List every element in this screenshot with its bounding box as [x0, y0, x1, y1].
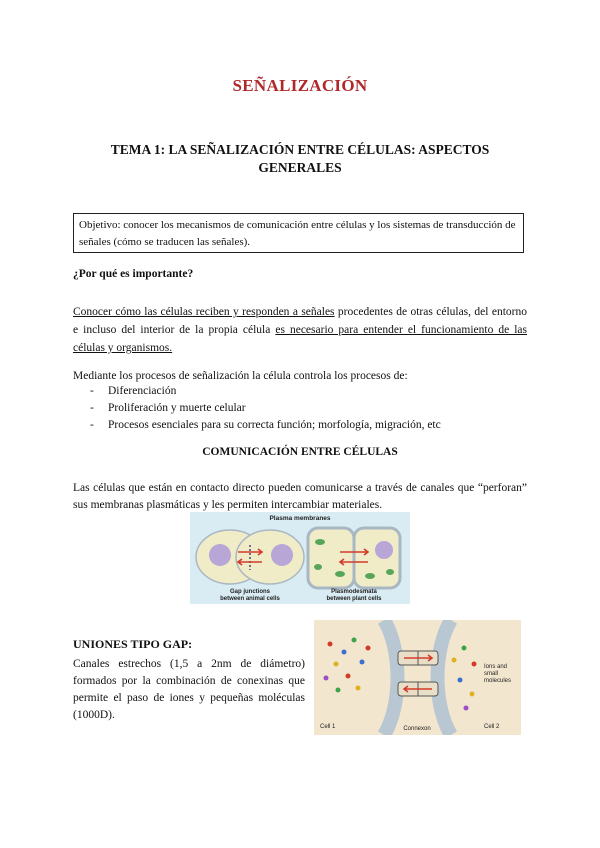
- label-connexon: Connexon: [403, 726, 431, 732]
- plant-cell-left: [308, 528, 354, 588]
- plain-phrase: procedentes de otras células, del entorno e incluso del interior de la propia célula: [73, 306, 528, 336]
- why-important-heading: ¿Por qué es importante?: [73, 268, 194, 280]
- gap-junctions-paragraph: Canales estrechos (1,5 a 2nm de diámetro) formados por la combinación de conexinas que permite el paso de iones y pequeñas moléculas (1000D).: [73, 658, 305, 721]
- chloroplast: [314, 564, 322, 570]
- label-plasma-membranes: Plasma membranes: [269, 515, 331, 522]
- topic-heading: TEMA 1: LA SEÑALIZACIÓN ENTRE CÉLULAS: ASPECTOS GENERALES: [110, 142, 490, 175]
- page-title: SEÑALIZACIÓN: [232, 76, 368, 95]
- list-item: - Procesos esenciales para su correcta función; morfología, migración, etc: [90, 417, 441, 434]
- chloroplast: [365, 573, 375, 579]
- label-plasmodesmata-line2: between plant cells: [326, 596, 382, 602]
- animal-cell-right: [236, 530, 304, 584]
- communication-paragraph: Las células que están en contacto directo pueden comunicarse a través de canales que “perforan” sus membranas plasmáticas y les permiten intercambiar materiales.: [73, 482, 527, 511]
- underlined-phrase-2: es necesario para entender el funcionamiento de las células y organismos.: [73, 324, 527, 354]
- nucleus: [271, 544, 293, 566]
- chloroplast: [315, 539, 325, 545]
- label-cell-2: Cell 2: [484, 724, 500, 730]
- label-gap-junctions: Gap junctions: [229, 589, 271, 595]
- list-item: - Diferenciación: [90, 383, 441, 400]
- chloroplast: [386, 569, 394, 575]
- nucleus: [375, 541, 393, 559]
- processes-list: [90, 383, 441, 434]
- label-gap-junctions-line2: between animal cells: [220, 596, 280, 602]
- gap-junctions-heading: UNIONES TIPO GAP:: [73, 637, 193, 651]
- label-cell-1: Cell 1: [320, 724, 336, 730]
- list-item: - Proliferación y muerte celular: [90, 400, 441, 417]
- label-ions-line2: small: [484, 671, 499, 677]
- section-heading-communication: COMUNICACIÓN ENTRE CÉLULAS: [202, 446, 398, 458]
- processes-intro: Mediante los procesos de señalización la célula controla los procesos de:: [73, 370, 408, 382]
- cell-junctions-figure: [190, 512, 410, 604]
- chloroplast: [335, 571, 345, 577]
- label-ions-line3: molecules: [484, 678, 512, 684]
- importance-paragraph: [73, 303, 527, 357]
- objective-box: Objetivo: conocer los mecanismos de comunicación entre células y los sistemas de transducción de señales (cómo se traducen las señales).: [73, 213, 524, 253]
- label-ions: Ions and: [484, 664, 508, 670]
- plant-cell-right: [354, 528, 400, 588]
- nucleus: [209, 544, 231, 566]
- connexon-figure: [314, 620, 521, 735]
- label-plasmodesmata: Plasmodesmata: [331, 589, 377, 595]
- underlined-phrase-1: Conocer cómo las células reciben y responden a señales: [73, 306, 335, 318]
